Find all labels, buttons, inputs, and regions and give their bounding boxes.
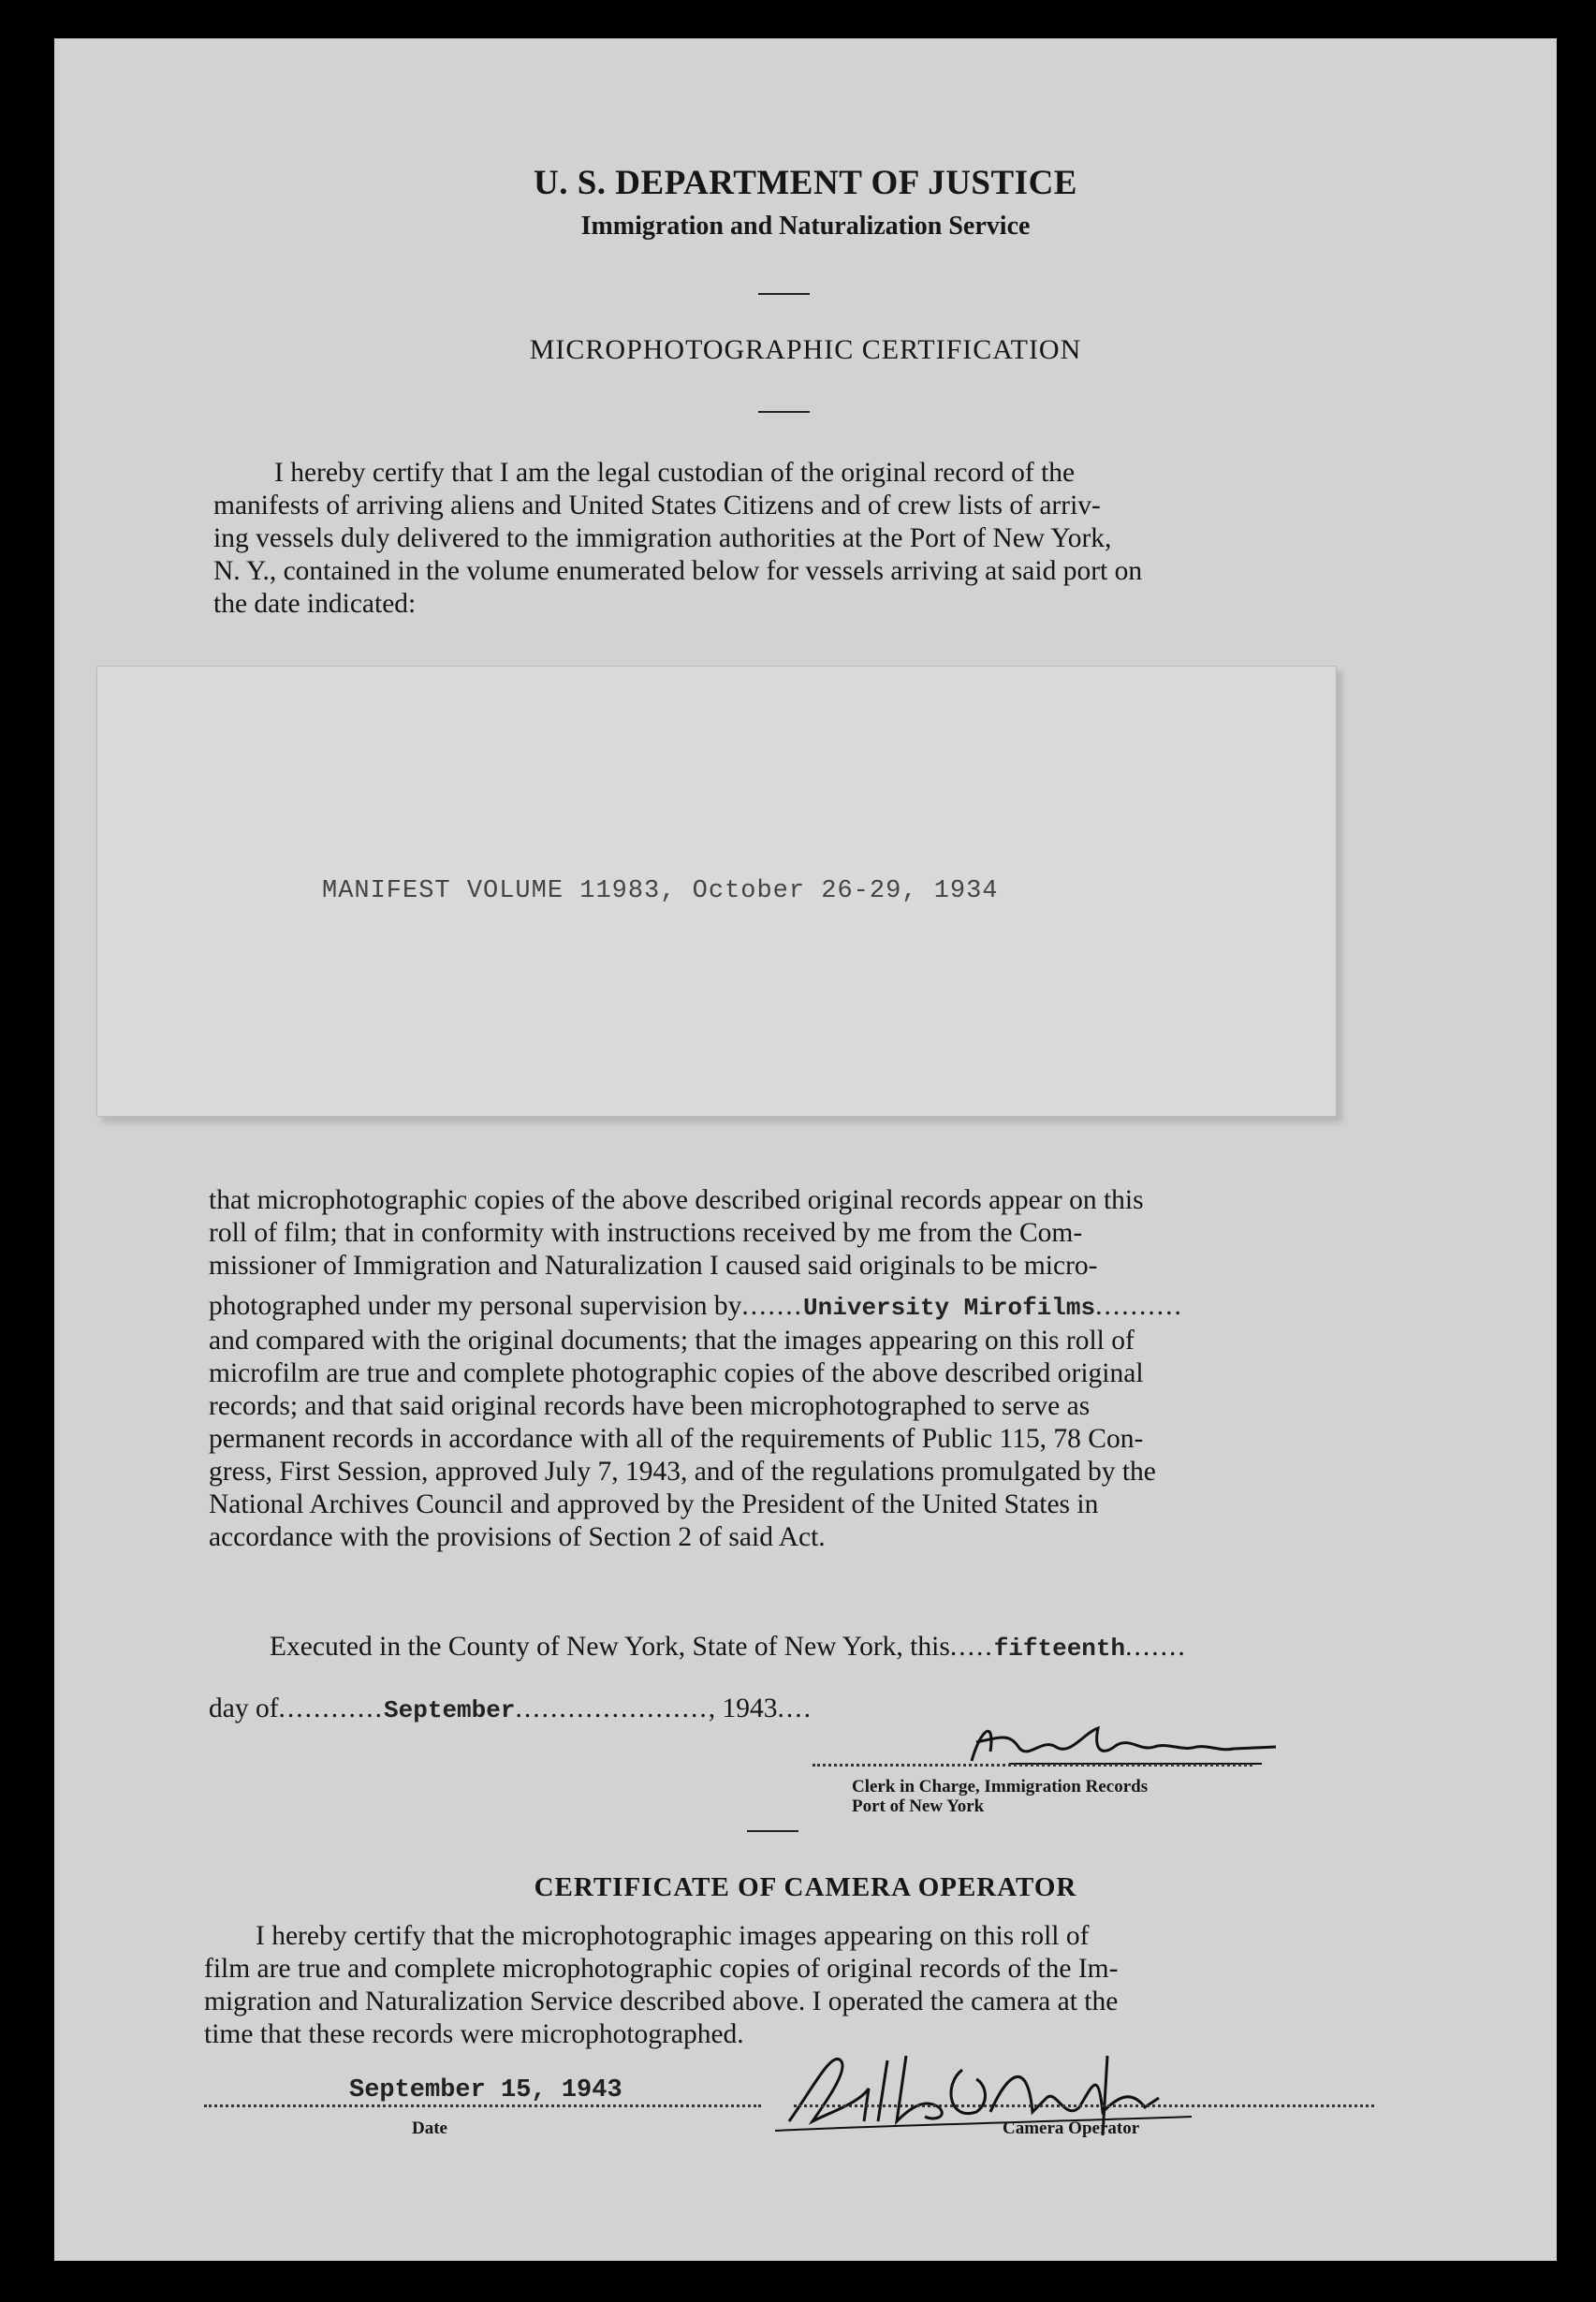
supervisor-name: University Mirofilms — [803, 1294, 1096, 1322]
manifest-volume-text: MANIFEST VOLUME 11983, October 26-29, 1934 — [322, 877, 999, 905]
dotted-leader: .......... — [1095, 1291, 1183, 1321]
camera-operator-paragraph — [204, 1920, 1374, 2051]
camera-line: migration and Naturalization Service described above. I operated the camera at the — [204, 1987, 1119, 2016]
camera-line: I hereby certify that the microphotographic images appearing on this roll of — [256, 1921, 1090, 1951]
body-line: microfilm are true and complete photographic copies of the above described original — [209, 1358, 1144, 1388]
dotted-leader: .... — [777, 1694, 813, 1723]
execution-month-line: day of............September......................, 1943.... — [209, 1694, 813, 1724]
intro-line: N. Y., contained in the volume enumerated below for vessels arriving at said port on — [213, 556, 1143, 586]
clerk-caption — [852, 1777, 1148, 1816]
manifest-insert-card — [96, 666, 1337, 1117]
intro-line: ing vessels duly delivered to the immigration authorities at the Port of New York, — [213, 523, 1112, 553]
service-subheading: Immigration and Naturalization Service — [580, 212, 1031, 241]
operator-signature-line — [794, 2104, 1374, 2107]
execution-month: September — [384, 1696, 516, 1724]
camera-operator-heading: CERTIFICATE OF CAMERA OPERATOR — [534, 1872, 1077, 1902]
certification-title: MICROPHOTOGRAPHIC CERTIFICATION — [529, 334, 1082, 365]
header-divider-2 — [758, 411, 810, 413]
dotted-leader: ...................... — [515, 1694, 709, 1723]
dotted-leader: ..... — [949, 1632, 994, 1662]
body-paragraph — [209, 1184, 1379, 1554]
body-line: and compared with the original documents; that the images appearing on this roll of — [209, 1326, 1135, 1356]
intro-line: manifests of arriving aliens and United States Citizens and of crew lists of arriv- — [213, 491, 1101, 521]
certificate-page — [54, 38, 1557, 2261]
body-line: accordance with the provisions of Section 2 of said Act. — [209, 1522, 826, 1552]
body-line: gress, First Session, approved July 7, 1943, and of the regulations promulgated by the — [209, 1457, 1156, 1487]
body-line: that microphotographic copies of the above described original records appear on this — [209, 1185, 1144, 1215]
operator-label: Camera Operator — [1003, 2119, 1140, 2138]
section-divider — [747, 1830, 798, 1832]
dotted-leader: ....... — [741, 1291, 804, 1321]
execution-year: 1943 — [722, 1694, 778, 1723]
intro-line: I hereby certify that I am the legal custodian of the original record of the — [274, 458, 1076, 488]
intro-paragraph — [213, 457, 1374, 621]
supervision-prefix: photographed under my personal supervision by — [209, 1291, 742, 1321]
dotted-leader: ............ — [278, 1694, 385, 1723]
body-line: missioner of Immigration and Naturalization I caused said originals to be micro- — [209, 1251, 1098, 1281]
execution-prefix: Executed in the County of New York, State of New York, this — [270, 1632, 950, 1662]
camera-line: time that these records were microphotographed. — [204, 2019, 744, 2049]
execution-line — [270, 1631, 1187, 1665]
execution-day: fifteenth — [993, 1635, 1126, 1663]
body-line: roll of film; that in conformity with instructions received by me from the Com- — [209, 1218, 1083, 1248]
intro-line: the date indicated: — [213, 589, 417, 619]
department-heading: U. S. DEPARTMENT OF JUSTICE — [534, 164, 1077, 202]
clerk-signature-line — [813, 1764, 1252, 1767]
day-of-label: day of — [209, 1694, 279, 1723]
date-label: Date — [412, 2119, 447, 2138]
clerk-port: Port of New York — [852, 1796, 985, 1816]
body-line: records; and that said original records have been microphotographed to serve as — [209, 1391, 1091, 1421]
body-line: permanent records in accordance with all of the requirements of Public 115, 78 Con- — [209, 1424, 1144, 1454]
camera-line: film are true and complete microphotographic copies of original records of the Im- — [204, 1954, 1119, 1984]
header-divider-1 — [758, 293, 810, 295]
clerk-title: Clerk in Charge, Immigration Records — [852, 1777, 1149, 1796]
body-line: National Archives Council and approved by the President of the United States in — [209, 1489, 1099, 1519]
date-line — [204, 2104, 761, 2107]
supervision-line — [209, 1290, 1379, 1325]
dotted-leader: ....... — [1125, 1632, 1187, 1662]
operator-date-value: September 15, 1943 — [349, 2076, 622, 2104]
